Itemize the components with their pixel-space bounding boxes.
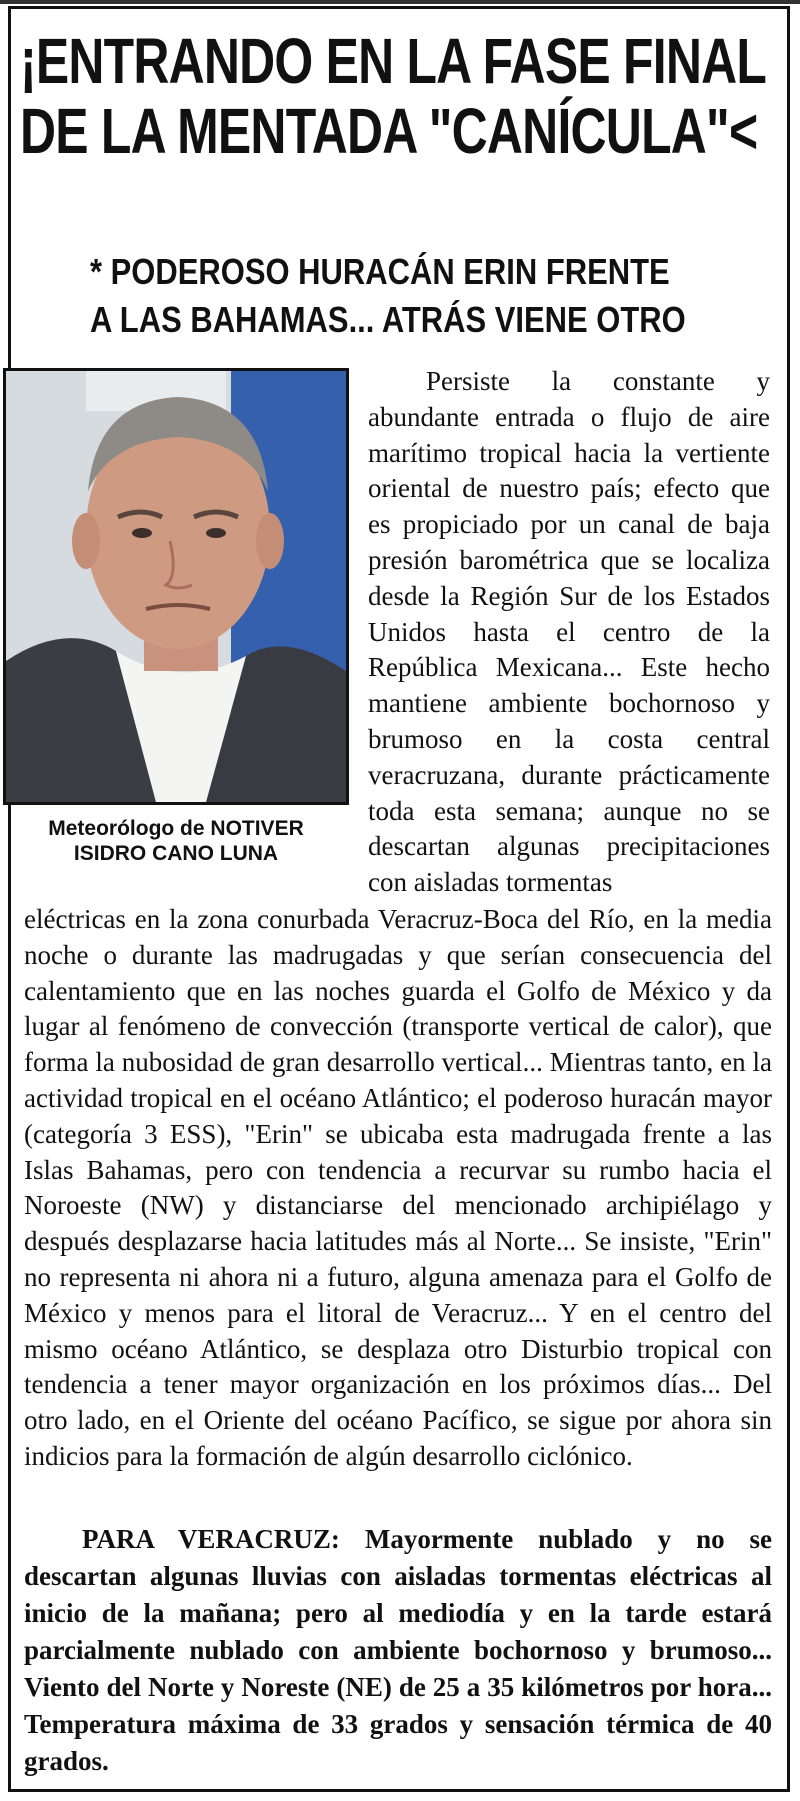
author-photo [3, 368, 349, 805]
headline-line-1: ¡ENTRANDO EN LA FASE FINAL [20, 25, 767, 97]
subhead-line-1: * PODEROSO HURACÁN ERIN FRENTE [90, 251, 670, 292]
caption-line-2: ISIDRO CANO LUNA [73, 842, 279, 865]
subhead-line-2: A LAS BAHAMAS... ATRÁS VIENE OTRO [90, 299, 686, 340]
paragraph-1-continued: eléctricas en la zona conurbada Veracruz-Boca del Río, en la media noche o durante las madrugadas y que serían consecuencia del calentamiento que en las noches guarda el Golfo de México y da lugar al fenómeno de convección (transporte vertical de calor), que forma la nubosidad de gran desarrollo vertical... Mientras tanto, en la actividad tropical en el océano Atlántico; el poderoso huracán mayor (categoría 3 ESS), "Erin" se ubicaba esta madrugada frente a las Islas Bahamas, pero con tendencia a recurvar su rumbo hacia el Noroeste (NW) y distanciarse del mencionado archipiélago y después desplazarse hacia latitudes más al Norte... Se insiste, "Erin" no representa ni ahora ni a futuro, alguna amenaza para el Golfo de México y menos para el litoral de Veracruz... Y en el centro del mismo océano Atlántico, se desplaza otro Disturbio tropical con tendencia a tener mayor organización en los próximos días... Del otro lado, en el Oriente del océano Pacífico, se sigue por ahora sin indicios para la formación de algún desarrollo ciclónico. [24, 904, 772, 1471]
portrait-illustration [6, 371, 346, 802]
caption-line-1: Meteorólogo de NOTIVER [48, 817, 304, 840]
top-rule [0, 0, 800, 4]
forecast-paragraph: PARA VERACRUZ: Mayormente nublado y no se descartan algunas lluvias con aisladas tormentas eléctricas al inicio de la mañana; pero al mediodía y en la tarde estará parcialmente nublado con ambiente bochornoso y brumoso... Viento del Norte y Noreste (NE) de 25 a 35 kilómetros por hora... Temperatura máxima de 33 grados y sensación térmica de 40 grados. [24, 1524, 772, 1776]
photo-caption [0, 816, 352, 866]
headline-line-2: DE LA MENTADA "CANÍCULA"< [20, 95, 758, 167]
paragraph-1-column: Persiste la constante y abundante entrada o flujo de aire marítimo tropical hacia la vertiente oriental de nuestro país; efecto que es propiciado por un canal de baja presión barométrica que se localiza desde la Región Sur de los Estados Unidos hasta el centro de la República Mexicana... Este hecho mantiene ambiente bochornoso y brumoso en la costa central veracruzana, durante prácticamente toda esta semana; aunque no se descartan algunas precipitaciones con aisladas tormentas [368, 366, 770, 898]
headline [20, 25, 767, 167]
article-column-text [368, 364, 770, 901]
subheadline [90, 248, 686, 344]
